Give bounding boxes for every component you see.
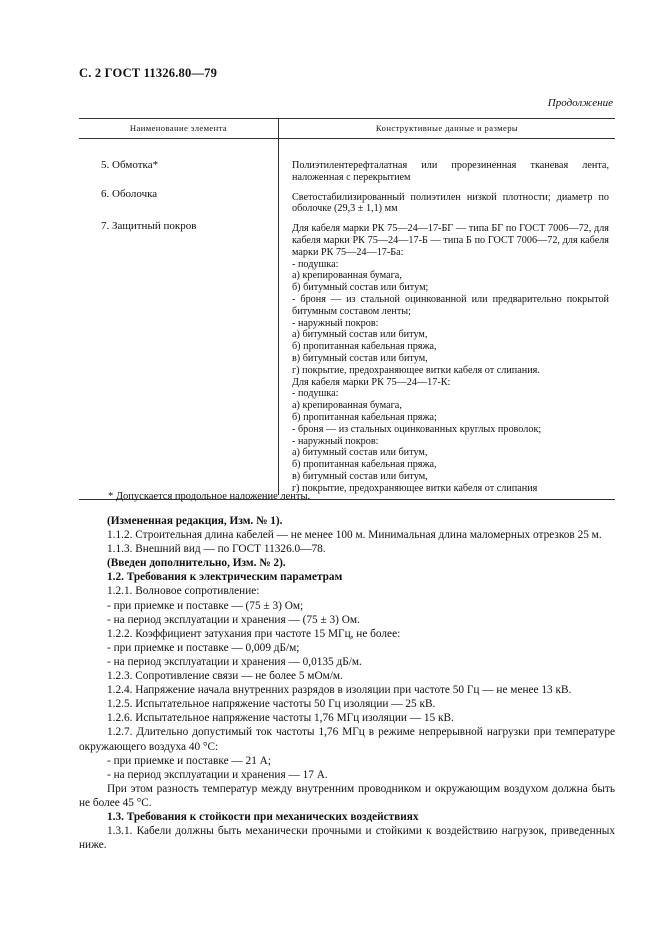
list-item: а) битумный состав или битум,	[292, 329, 428, 341]
list-item: - при приемке и поставке — 21 А;	[107, 754, 271, 767]
list-item: - броня — из стальных оцинкованных круглых проволок;	[292, 423, 542, 435]
list-item: б) пропитанная кабельная пряжа,	[292, 341, 437, 353]
list-item: а) крепированная бумага,	[292, 270, 402, 282]
list-item: г) покрытие, предохраняющее витки кабеля от слипания.	[292, 364, 540, 376]
row-name-sheath: 6. Оболочка	[101, 188, 158, 200]
list-item: - при приемке и поставке — 0,009 дБ/м;	[107, 641, 300, 654]
list-item: б) битумный состав или битум;	[292, 282, 429, 294]
list-item: г) покрытие, предохраняющее витки кабеля от слипания	[292, 482, 538, 494]
list-item: а) битумный состав или битум,	[292, 447, 428, 459]
row-name-protective-cover: 7. Защитный покров	[101, 220, 197, 232]
paragraph: 1.2.1. Волновое сопротивление:	[107, 585, 260, 598]
list-item: - на период эксплуатации и хранения — 0,0135 дБ/м.	[107, 655, 362, 668]
construction-table	[79, 118, 615, 500]
list-item: в) битумный состав или битум,	[292, 352, 428, 364]
cell-winding	[292, 139, 609, 184]
paragraph: 1.2.7. Длительно допустимый ток частоты 1,76 МГц в режиме непрерывной нагрузки при температуре окружающего воздуха 40 °С:	[79, 726, 615, 753]
list-item: - наружный покров:	[292, 317, 379, 329]
section-heading: 1.3. Требования к стойкости при механических воздействиях	[107, 810, 419, 823]
footnote: * Допускается продольное наложение ленты.	[108, 491, 311, 502]
paragraph: 1.2.4. Напряжение начала внутренних разрядов в изоляции при частоте 50 Гц — не менее 13 кВ.	[107, 684, 572, 697]
list-item: а) крепированная бумага,	[292, 400, 402, 412]
paragraph: (Введен дополнительно, Изм. № 2).	[107, 557, 286, 570]
paragraph: 1.2.5. Испытательное напряжение частоты 50 Гц изоляции — 25 кВ.	[107, 698, 436, 711]
paragraph: При этом разность температур между внутренним проводником и окружающим воздухом должна быть не более 45 °С.	[79, 782, 615, 809]
page-header: С. 2 ГОСТ 11326.80—79	[79, 66, 218, 80]
column-header-data: Конструктивные данные и размеры	[375, 123, 519, 133]
list-item: б) пропитанная кабельная пряжа,	[292, 459, 437, 471]
paragraph: 1.2.2. Коэффициент затухания при частоте 15 МГц, не более:	[107, 627, 401, 640]
list-item: - подушка:	[292, 388, 339, 400]
list-item: - броня — из стальной оцинкованной или предварительно покрытой битумным составом ленты;	[292, 293, 609, 317]
list-item: - при приемке и поставке — (75 ± 3) Ом;	[107, 599, 304, 612]
list-item: в) битумный состав или битум,	[292, 470, 428, 482]
cell-protective-cover	[292, 215, 609, 494]
construction-data-column	[279, 139, 615, 499]
list-item: - подушка:	[292, 258, 339, 270]
list-item: Для кабеля марки РК 75—24—17-К:	[292, 376, 451, 388]
section-heading: 1.2. Требования к электрическим параметрам	[107, 571, 343, 584]
cell-text: Полиэтилентерефталатная или прорезиненная тканевая лента, наложенная с перекрытием	[292, 160, 609, 183]
element-name-column	[79, 139, 279, 495]
list-item: б) пропитанная кабельная пряжа;	[292, 411, 437, 423]
paragraph: 1.3.1. Кабели должны быть механически прочными и стойкими к воздействию нагрузок, приведенных ниже.	[79, 825, 615, 852]
list-item: - наружный покров:	[292, 435, 379, 447]
table-header	[79, 118, 615, 139]
column-header-element: Наименование элемента	[79, 119, 279, 138]
table-body	[79, 139, 615, 500]
cell-text: Светостабилизированный полиэтилен низкой плотности; диаметр по оболочке (29,3 ± 1,1) мм	[292, 191, 609, 215]
cell-intro: Для кабеля марки РК 75—24—17-БГ — типа БГ по ГОСТ 7006—72, для кабеля марки РК 75—24—17-Б — типа Б по ГОСТ 7006—72, для кабеля марки РК 75—24—17-Ба:	[292, 223, 609, 258]
paragraph: 1.1.3. Внешний вид — по ГОСТ 11326.0—78.	[107, 543, 326, 556]
body-text	[79, 514, 615, 852]
paragraph: (Измененная редакция, Изм. № 1).	[107, 515, 283, 527]
row-name-winding: 5. Обмотка*	[101, 159, 159, 171]
list-item: - на период эксплуатации и хранения — (75 ± 3) Ом.	[107, 613, 360, 626]
list-item: - на период эксплуатации и хранения — 17 А.	[107, 768, 328, 781]
cell-sheath	[292, 184, 609, 216]
paragraph: 1.2.6. Испытательное напряжение частоты 1,76 МГц изоляции — 15 кВ.	[107, 712, 454, 725]
paragraph: 1.1.2. Строительная длина кабелей — не менее 100 м. Минимальная длина маломерных отрезков 25 м.	[107, 529, 602, 542]
paragraph: 1.2.3. Сопротивление связи — не более 5 мОм/м.	[107, 670, 343, 683]
continuation-label: Продолжение	[547, 97, 613, 109]
